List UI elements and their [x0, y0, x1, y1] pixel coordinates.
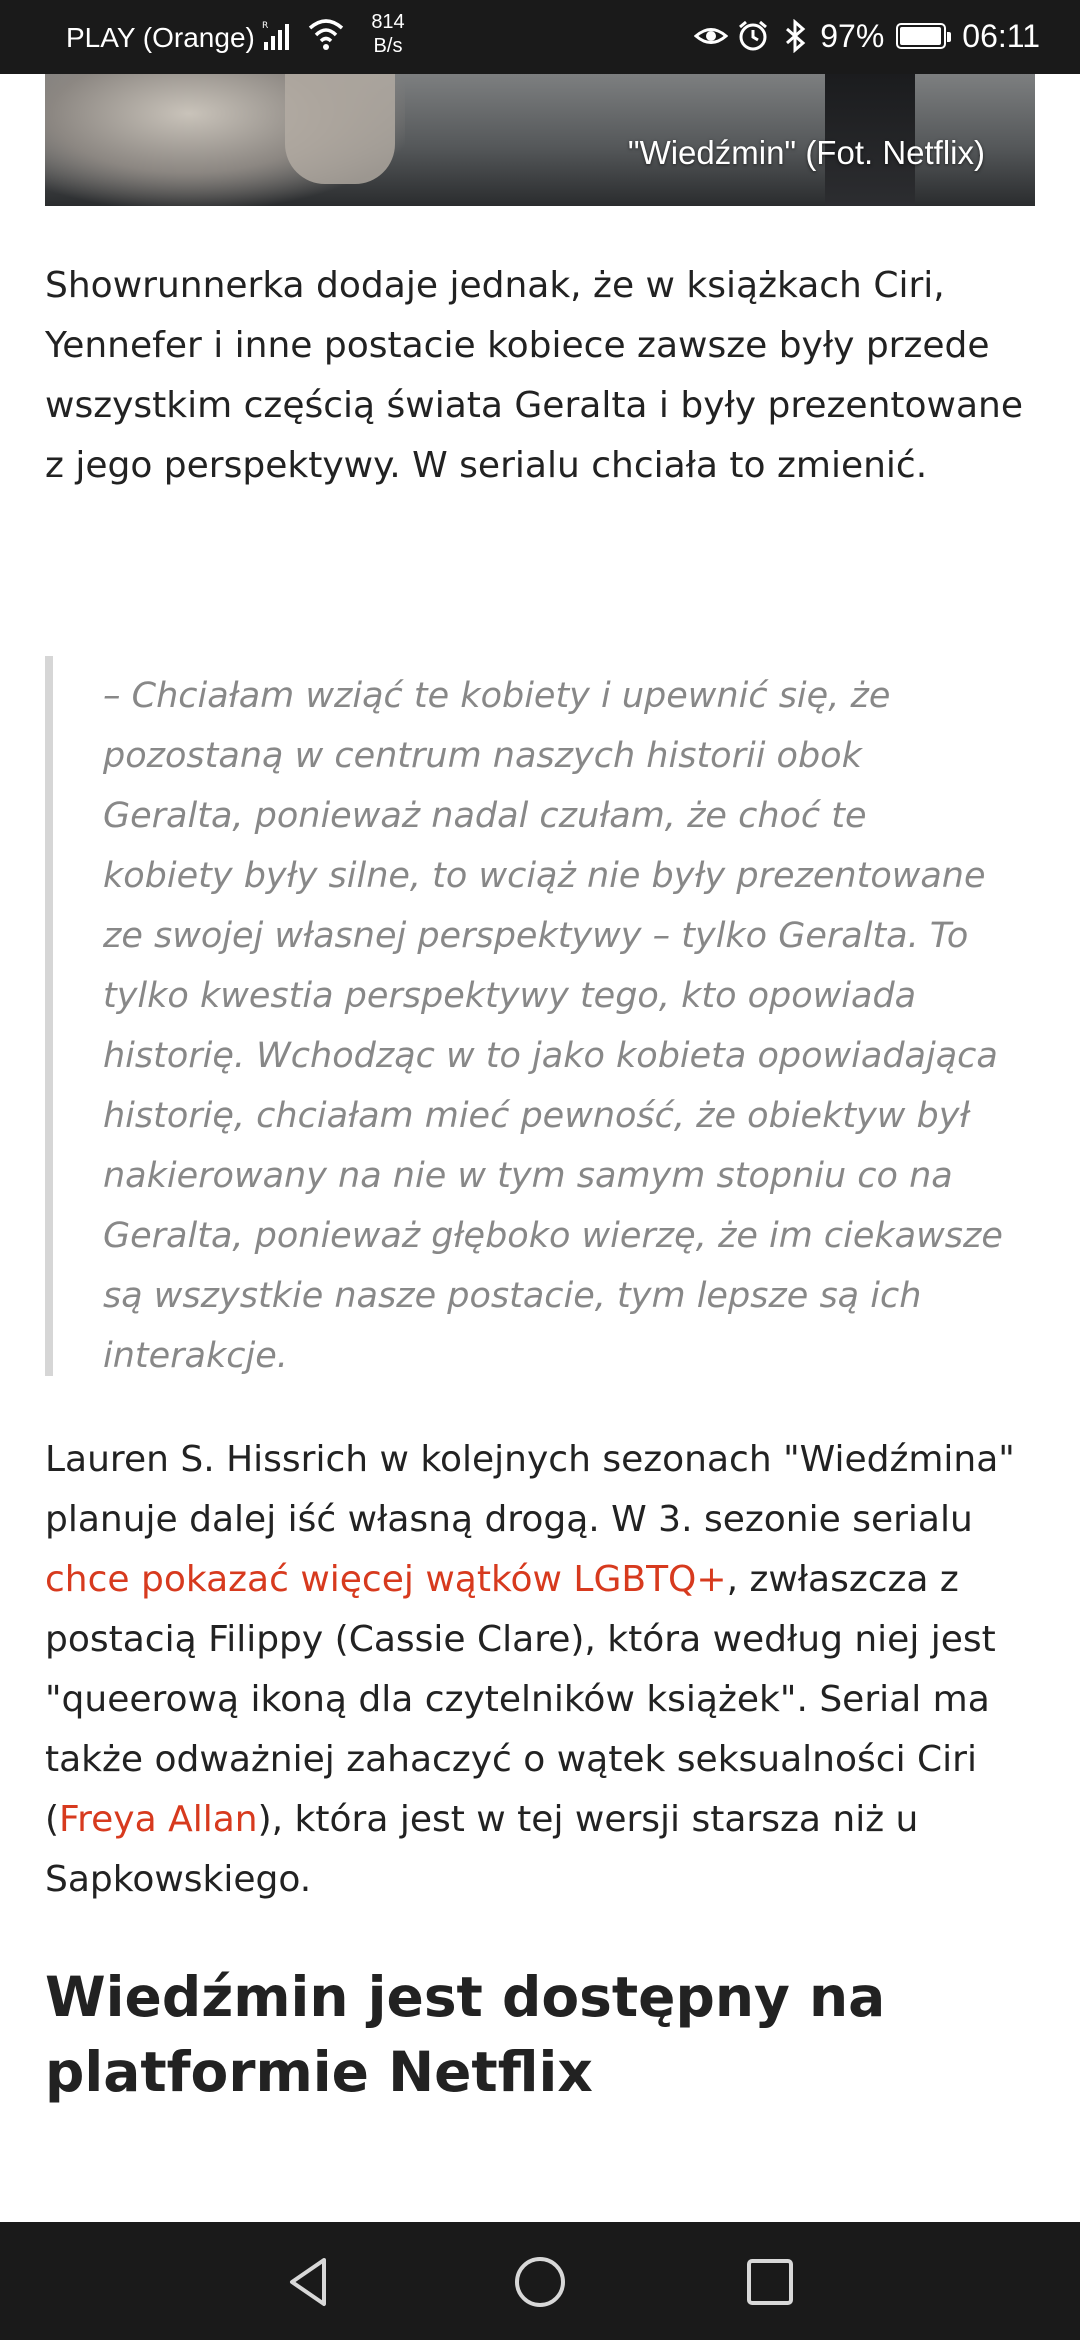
home-icon[interactable] [510, 2252, 570, 2312]
status-icons [694, 16, 1040, 56]
lgbtq-article-link[interactable]: chce pokazać więcej wątków LGBTQ+ [45, 1559, 727, 1600]
paragraph-text: , zwłaszcza z postacią Filippy (Cassie Clare), która według niej jest "queerową ikoną dla czytelników książek". Serial ma także odważniej zahaczyć o wątek seksualności Ciri ( [45, 1559, 996, 1840]
back-icon[interactable] [280, 2252, 340, 2312]
paragraph-text: Lauren S. Hissrich w kolejnych sezonach "Wiedźmina" planuje dalej iść własną drogą. W 3. sezonie serialu [45, 1439, 1015, 1540]
network-speed [358, 10, 418, 58]
quote-text: – Chciałam wziąć te kobiety i upewnić się, że pozostaną w centrum naszych historii obok Geralta, ponieważ nadal czułam, że choć te kobiety były silne, to wciąż nie były prezentowane ze swojej własnej perspektywy – tylko Geralta. To tylko kwestia perspektywy tego, kto opowiada historię. Wchodząc w to jako kobieta opowiadająca historię, chciałam mieć pewność, że obiektyw był nakierowany na nie w tym samym stopniu co na Geralta, ponieważ głęboko wierzę, że im ciekawsze są wszystkie nasze postacie, tym lepsze są ich interakcje. [103, 676, 1003, 1376]
eye-icon [694, 19, 728, 53]
article-quote [45, 656, 1005, 1376]
svg-text:R: R [262, 21, 269, 31]
paragraph-text: ), która jest w tej wersji starsza niż u Sapkowskiego. [45, 1799, 919, 1900]
freya-allan-link[interactable]: Freya Allan [59, 1799, 258, 1840]
navigation-bar [0, 2222, 1080, 2340]
clock: 06:11 [962, 17, 1040, 54]
carrier-name: PLAY (Orange) [66, 22, 255, 53]
hero-image-figure-detail [285, 74, 395, 184]
network-speed-unit: B/s [373, 35, 403, 57]
recent-apps-icon[interactable] [740, 2252, 800, 2312]
hero-image [45, 74, 1035, 206]
wifi-icon [306, 16, 346, 52]
article-paragraph-2 [45, 1430, 1045, 1910]
signal-icon [262, 18, 296, 52]
network-speed-value: 814 [371, 11, 405, 33]
image-caption: "Wiedźmin" (Fot. Netflix) [627, 134, 985, 171]
battery-icon [896, 23, 946, 49]
battery-level [900, 27, 941, 45]
section-heading: Wiedźmin jest dostępny na platformie Netflix [45, 1965, 886, 2104]
bluetooth-icon [778, 19, 812, 53]
alarm-icon [736, 19, 770, 53]
status-bar [0, 0, 1080, 74]
battery-percent: 97% [820, 17, 885, 54]
article-paragraph: Showrunnerka dodaje jednak, że w książkach Ciri, Yennefer i inne postacie kobiece zawsze były przede wszystkim częścią świata Geralta i były prezentowane z jego perspektywy. W serialu chciała to zmienić. [45, 265, 1023, 486]
